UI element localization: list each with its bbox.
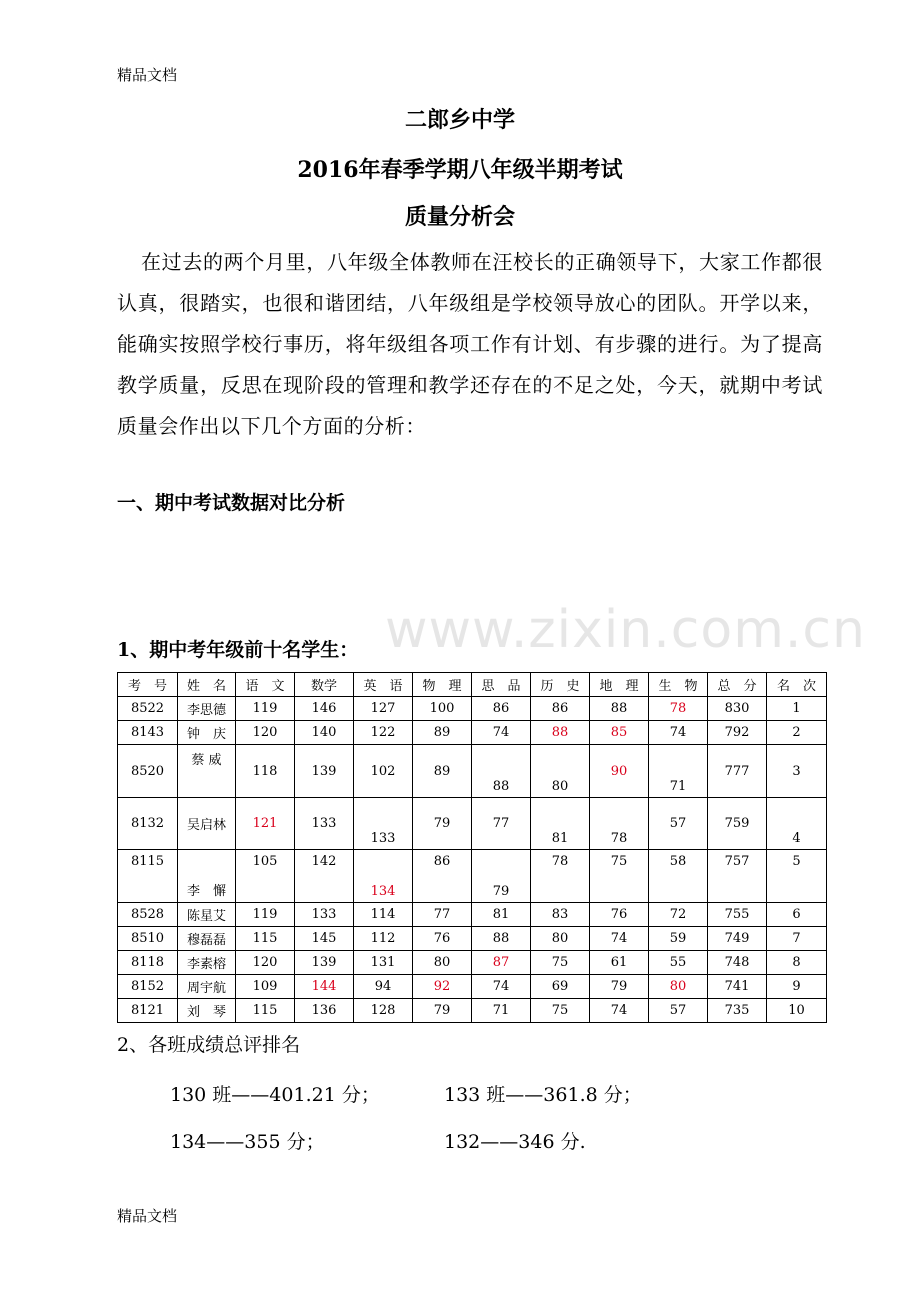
cell: 139 bbox=[295, 951, 354, 975]
cell: 133 bbox=[295, 903, 354, 927]
cell: 115 bbox=[236, 999, 295, 1023]
cell: 86 bbox=[413, 850, 472, 903]
table-row bbox=[118, 903, 827, 927]
cell: 127 bbox=[354, 697, 413, 721]
col-total: 总 分 bbox=[708, 673, 767, 697]
cell: 755 bbox=[708, 903, 767, 927]
cell: 穆磊磊 bbox=[178, 927, 236, 951]
cell: 8152 bbox=[118, 975, 178, 999]
cell: 109 bbox=[236, 975, 295, 999]
cell: 735 bbox=[708, 999, 767, 1023]
cell-highlight: 134 bbox=[354, 850, 413, 903]
cell-highlight: 85 bbox=[590, 721, 649, 745]
table-row bbox=[118, 721, 827, 745]
cell: 71 bbox=[472, 999, 531, 1023]
cell: 76 bbox=[590, 903, 649, 927]
top-ten-table bbox=[117, 672, 827, 1023]
cell: 139 bbox=[295, 745, 354, 798]
cell-highlight: 87 bbox=[472, 951, 531, 975]
header-note: 精品文档 bbox=[117, 66, 178, 84]
cell: 80 bbox=[531, 745, 590, 798]
col-geography: 地 理 bbox=[590, 673, 649, 697]
cell: 9 bbox=[767, 975, 827, 999]
cell-highlight: 88 bbox=[531, 721, 590, 745]
class-rank-item: 133 班——361.8 分； bbox=[444, 1084, 642, 1106]
cell: 李 懈 bbox=[178, 850, 236, 903]
cell: 81 bbox=[531, 798, 590, 850]
cell: 146 bbox=[295, 697, 354, 721]
table-row bbox=[118, 927, 827, 951]
cell: 4 bbox=[767, 798, 827, 850]
cell: 1 bbox=[767, 697, 827, 721]
cell: 79 bbox=[590, 975, 649, 999]
col-name: 姓 名 bbox=[178, 673, 236, 697]
cell: 88 bbox=[590, 697, 649, 721]
watermark: www.zixin.com.cn bbox=[385, 600, 866, 660]
cell: 757 bbox=[708, 850, 767, 903]
cell: 79 bbox=[472, 850, 531, 903]
cell: 748 bbox=[708, 951, 767, 975]
cell: 8143 bbox=[118, 721, 178, 745]
table-row bbox=[118, 697, 827, 721]
cell: 李素榕 bbox=[178, 951, 236, 975]
cell: 59 bbox=[649, 927, 708, 951]
cell: 140 bbox=[295, 721, 354, 745]
cell: 8118 bbox=[118, 951, 178, 975]
cell: 75 bbox=[590, 850, 649, 903]
cell: 80 bbox=[531, 927, 590, 951]
cell: 78 bbox=[531, 850, 590, 903]
cell: 74 bbox=[590, 927, 649, 951]
cell: 74 bbox=[472, 721, 531, 745]
subsection-top-ten: 1、期中考年级前十名学生： bbox=[117, 639, 359, 661]
cell: 蔡 威 bbox=[178, 745, 236, 798]
cell: 74 bbox=[472, 975, 531, 999]
cell: 115 bbox=[236, 927, 295, 951]
cell: 3 bbox=[767, 745, 827, 798]
cell: 79 bbox=[413, 798, 472, 850]
col-chinese: 语 文 bbox=[236, 673, 295, 697]
cell: 钟 庆 bbox=[178, 721, 236, 745]
cell-highlight: 90 bbox=[590, 745, 649, 798]
cell: 89 bbox=[413, 745, 472, 798]
cell: 131 bbox=[354, 951, 413, 975]
cell: 10 bbox=[767, 999, 827, 1023]
class-rank-item: 132——346 分. bbox=[444, 1131, 586, 1153]
cell: 88 bbox=[472, 745, 531, 798]
cell-highlight: 80 bbox=[649, 975, 708, 999]
cell: 83 bbox=[531, 903, 590, 927]
meeting-title: 质量分析会 bbox=[404, 204, 515, 230]
cell: 100 bbox=[413, 697, 472, 721]
cell-highlight: 92 bbox=[413, 975, 472, 999]
cell: 8520 bbox=[118, 745, 178, 798]
cell: 75 bbox=[531, 999, 590, 1023]
cell: 刘 琴 bbox=[178, 999, 236, 1023]
cell: 74 bbox=[590, 999, 649, 1023]
cell: 777 bbox=[708, 745, 767, 798]
cell: 8510 bbox=[118, 927, 178, 951]
cell: 李思德 bbox=[178, 697, 236, 721]
cell: 119 bbox=[236, 697, 295, 721]
cell: 80 bbox=[413, 951, 472, 975]
cell: 72 bbox=[649, 903, 708, 927]
cell: 周宇航 bbox=[178, 975, 236, 999]
cell: 61 bbox=[590, 951, 649, 975]
class-rank-item: 134——355 分； bbox=[170, 1131, 325, 1153]
col-exam-id: 考 号 bbox=[118, 673, 178, 697]
cell-highlight: 78 bbox=[649, 697, 708, 721]
cell: 57 bbox=[649, 999, 708, 1023]
cell: 792 bbox=[708, 721, 767, 745]
cell: 8121 bbox=[118, 999, 178, 1023]
cell: 741 bbox=[708, 975, 767, 999]
cell: 759 bbox=[708, 798, 767, 850]
table-row bbox=[118, 798, 827, 850]
cell: 77 bbox=[413, 903, 472, 927]
cell: 142 bbox=[295, 850, 354, 903]
table-row bbox=[118, 951, 827, 975]
cell: 8522 bbox=[118, 697, 178, 721]
cell: 75 bbox=[531, 951, 590, 975]
cell: 陈星艾 bbox=[178, 903, 236, 927]
col-history: 历 史 bbox=[531, 673, 590, 697]
cell: 2 bbox=[767, 721, 827, 745]
cell: 7 bbox=[767, 927, 827, 951]
cell: 8528 bbox=[118, 903, 178, 927]
col-morality: 思 品 bbox=[472, 673, 531, 697]
col-english: 英 语 bbox=[354, 673, 413, 697]
cell-highlight: 121 bbox=[236, 798, 295, 850]
cell: 77 bbox=[472, 798, 531, 850]
cell: 8115 bbox=[118, 850, 178, 903]
col-biology: 生 物 bbox=[649, 673, 708, 697]
cell: 86 bbox=[531, 697, 590, 721]
cell: 120 bbox=[236, 721, 295, 745]
cell: 8132 bbox=[118, 798, 178, 850]
cell: 78 bbox=[590, 798, 649, 850]
cell: 89 bbox=[413, 721, 472, 745]
table-row bbox=[118, 999, 827, 1023]
cell: 136 bbox=[295, 999, 354, 1023]
intro-paragraph: 在过去的两个月里，八年级全体教师在汪校长的正确领导下，大家工作都很认真，很踏实，也很和谐团结，八年级组是学校领导放心的团队。开学以来，能确实按照学校行事历，将年级组各项工作有计划、有步骤的进行。为了提高教学质量，反思在现阶段的管理和教学还存在的不足之处，今天，就期中考试质量会作出以下几个方面的分析： bbox=[117, 250, 823, 438]
cell: 114 bbox=[354, 903, 413, 927]
cell: 120 bbox=[236, 951, 295, 975]
cell: 105 bbox=[236, 850, 295, 903]
section-heading: 一、期中考试数据对比分析 bbox=[117, 492, 346, 514]
cell: 57 bbox=[649, 798, 708, 850]
cell: 145 bbox=[295, 927, 354, 951]
cell: 8 bbox=[767, 951, 827, 975]
cell: 71 bbox=[649, 745, 708, 798]
cell: 749 bbox=[708, 927, 767, 951]
col-physics: 物 理 bbox=[413, 673, 472, 697]
cell: 133 bbox=[295, 798, 354, 850]
cell-highlight: 144 bbox=[295, 975, 354, 999]
footer-note: 精品文档 bbox=[117, 1207, 178, 1225]
cell: 79 bbox=[413, 999, 472, 1023]
cell: 81 bbox=[472, 903, 531, 927]
cell: 94 bbox=[354, 975, 413, 999]
table-row bbox=[118, 745, 827, 798]
cell: 830 bbox=[708, 697, 767, 721]
col-math: 数学 bbox=[295, 673, 354, 697]
cell: 76 bbox=[413, 927, 472, 951]
cell: 吴启林 bbox=[178, 798, 236, 850]
cell: 6 bbox=[767, 903, 827, 927]
cell: 128 bbox=[354, 999, 413, 1023]
cell: 112 bbox=[354, 927, 413, 951]
table-row bbox=[118, 850, 827, 903]
cell: 69 bbox=[531, 975, 590, 999]
table-row bbox=[118, 975, 827, 999]
cell: 55 bbox=[649, 951, 708, 975]
table-header-row bbox=[118, 673, 827, 697]
subsection-class-ranking: 2、各班成绩总评排名 bbox=[117, 1034, 301, 1056]
cell: 118 bbox=[236, 745, 295, 798]
cell: 5 bbox=[767, 850, 827, 903]
cell: 88 bbox=[472, 927, 531, 951]
school-title: 二郎乡中学 bbox=[404, 107, 515, 133]
cell: 102 bbox=[354, 745, 413, 798]
class-rank-item: 130 班——401.21 分； bbox=[170, 1084, 380, 1106]
cell: 133 bbox=[354, 798, 413, 850]
cell: 58 bbox=[649, 850, 708, 903]
cell: 74 bbox=[649, 721, 708, 745]
exam-title: 2016年春季学期八年级半期考试 bbox=[297, 157, 623, 183]
col-rank: 名 次 bbox=[767, 673, 827, 697]
cell: 86 bbox=[472, 697, 531, 721]
cell: 119 bbox=[236, 903, 295, 927]
cell: 122 bbox=[354, 721, 413, 745]
